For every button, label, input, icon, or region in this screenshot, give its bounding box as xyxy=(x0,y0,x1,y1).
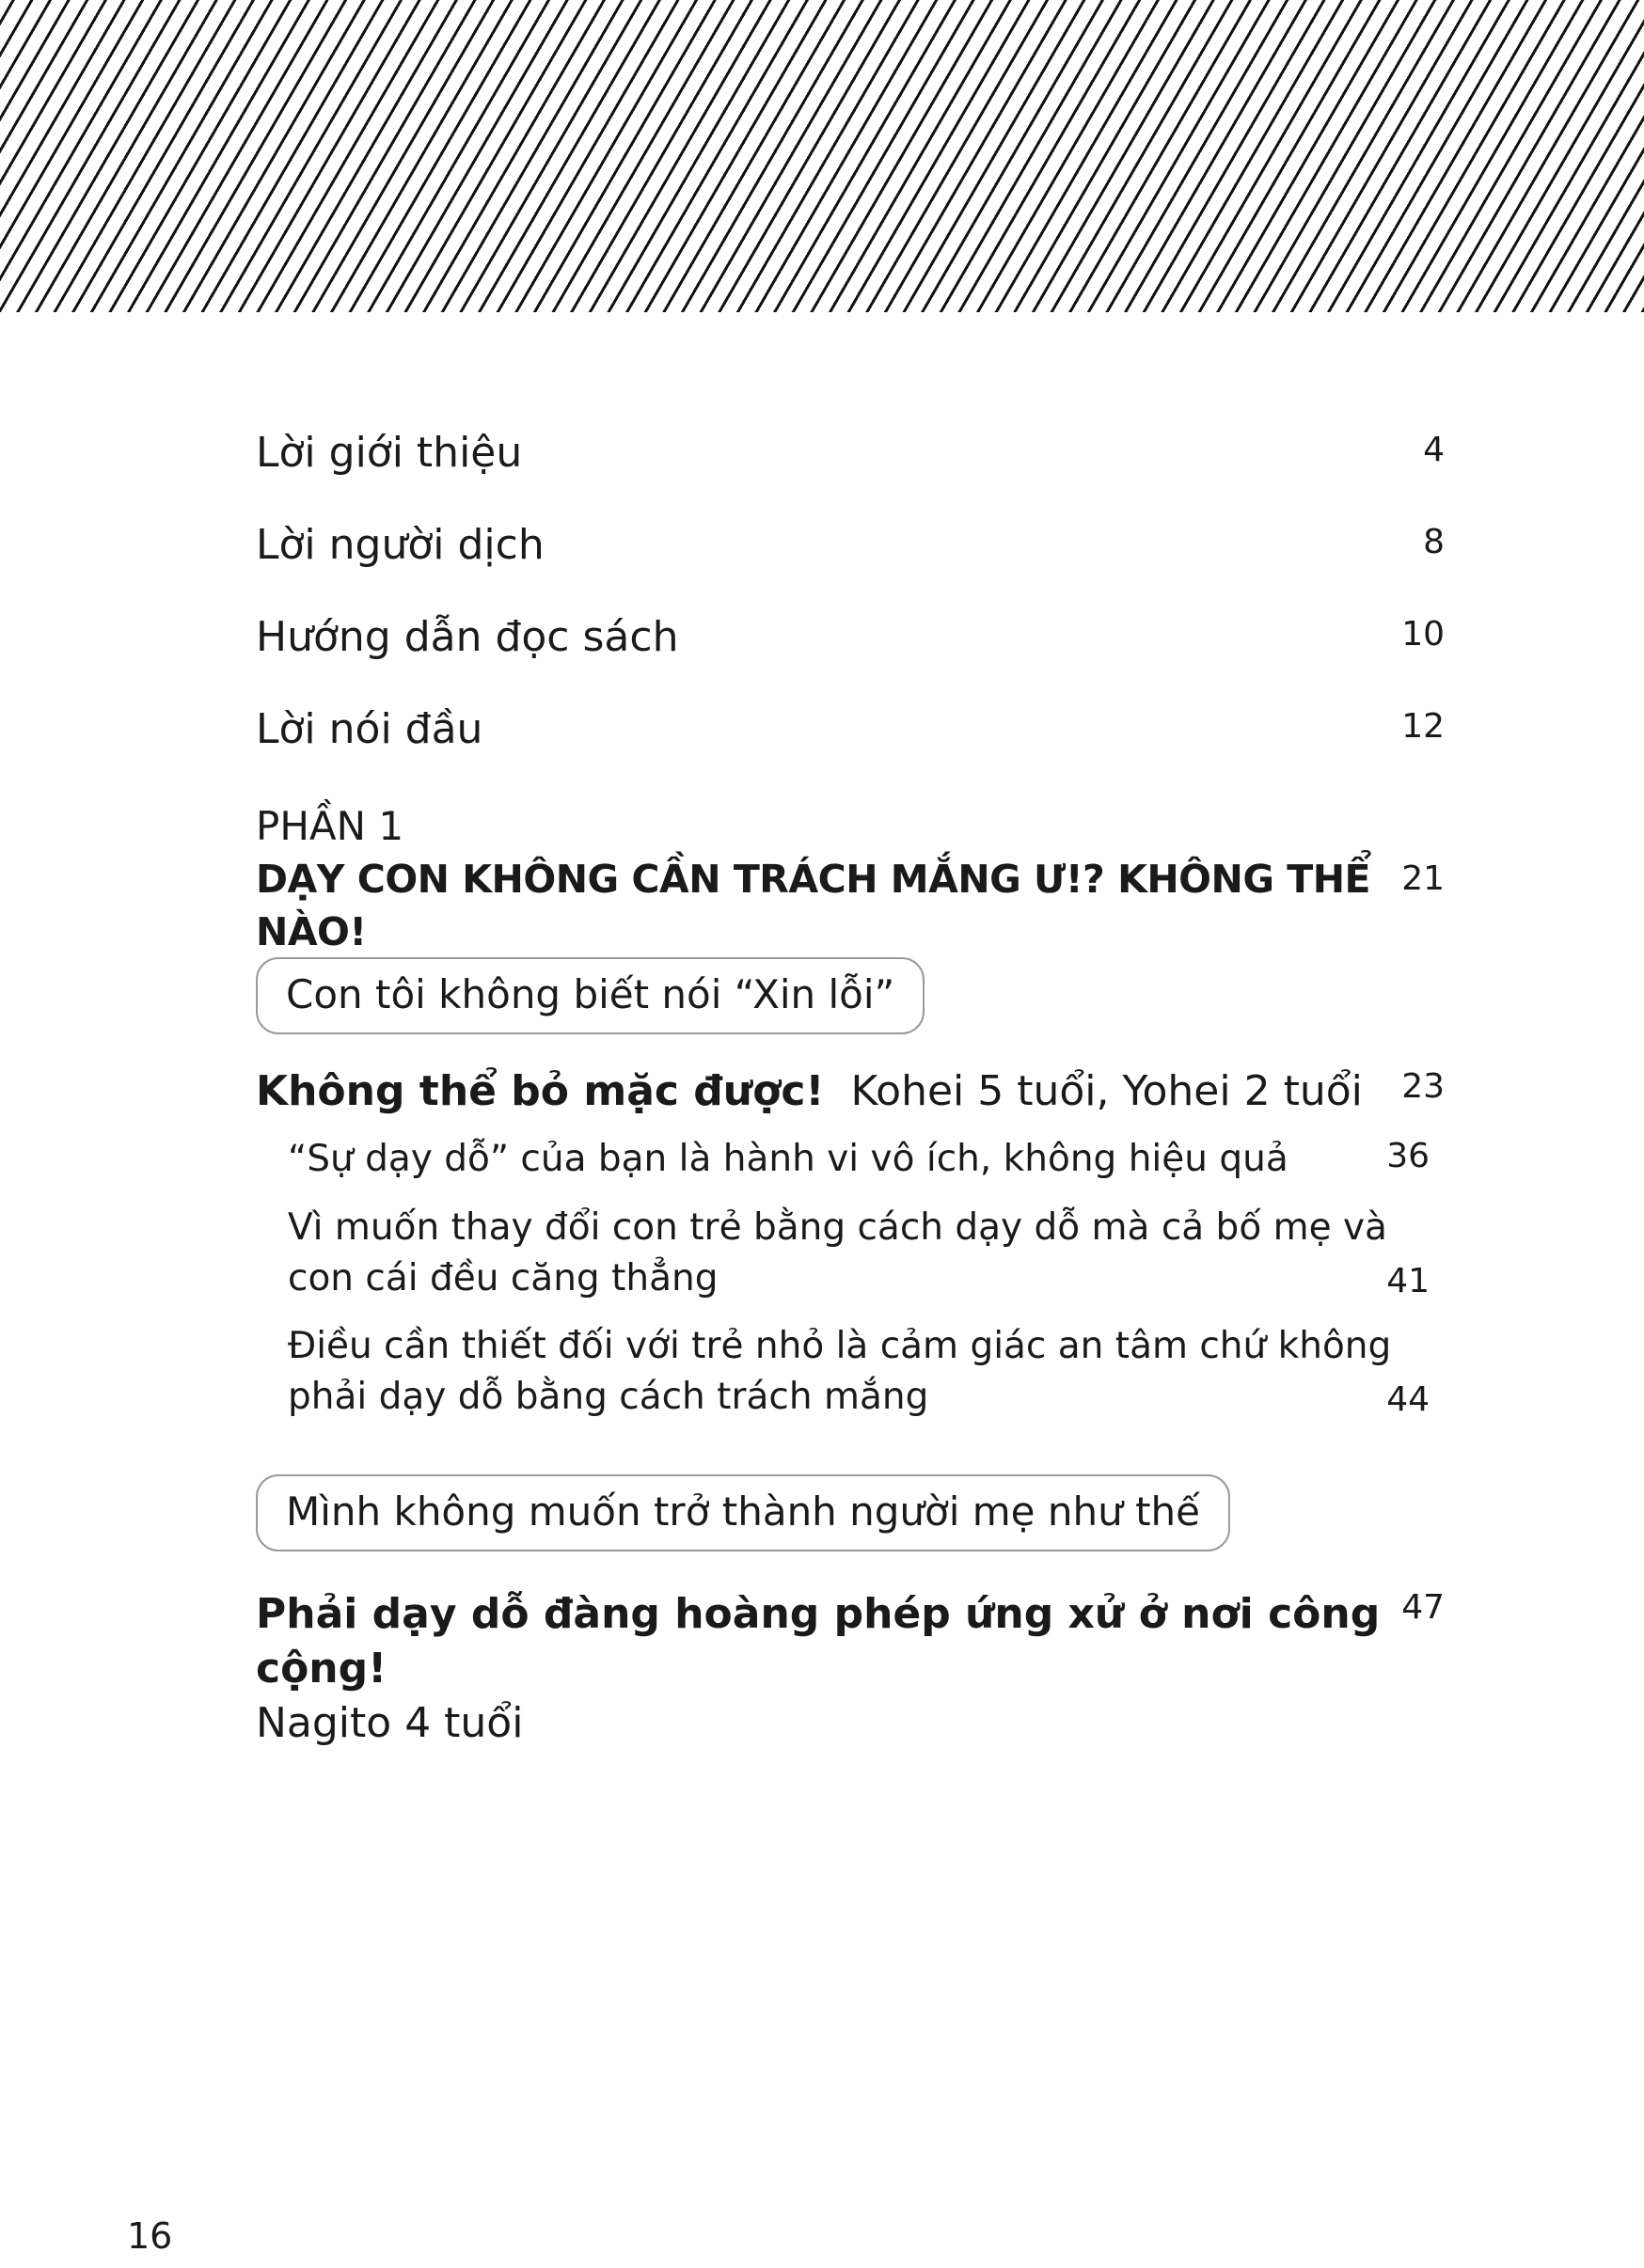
story-title: Không thể bỏ mặc được! xyxy=(256,1067,825,1115)
toc-subentry-title: Điều cần thiết đối với trẻ nhỏ là cảm giác an tâm chứ không phải dạy dỗ bằng cách trách mắng xyxy=(288,1325,1392,1418)
toc-entry-page: 44 xyxy=(1386,1380,1430,1419)
toc-subentry-2[interactable] xyxy=(288,1203,1430,1304)
toc-entry-page: 23 xyxy=(1401,1067,1445,1106)
toc-entry-preface[interactable] xyxy=(256,704,1445,755)
toc-entry-title: Lời người dịch xyxy=(256,521,545,569)
toc-subentry-1[interactable] xyxy=(288,1134,1430,1185)
toc-subentry-title: “Sự dạy dỗ” của bạn là hành vi vô ích, không hiệu quả xyxy=(288,1138,1288,1180)
toc-entry-reading-guide[interactable] xyxy=(256,612,1445,663)
toc-entry-page: 41 xyxy=(1386,1262,1430,1300)
story-children: Kohei 5 tuổi, Yohei 2 tuổi xyxy=(850,1067,1363,1115)
toc-entry-translator-note[interactable] xyxy=(256,520,1445,571)
toc-entry-title: Hướng dẫn đọc sách xyxy=(256,613,679,661)
part-title: DẠY CON KHÔNG CẦN TRÁCH MẮNG Ư!? KHÔNG THỂ NÀO! xyxy=(256,857,1371,954)
toc-entry-page: 21 xyxy=(1401,859,1445,898)
toc-entry-page: 47 xyxy=(1401,1588,1445,1627)
story-title: Phải dạy dỗ đàng hoàng phép ứng xử ở nơi công cộng! xyxy=(256,1590,1381,1693)
toc-entry-page: 36 xyxy=(1386,1137,1430,1175)
story-children: Nagito 4 tuổi xyxy=(256,1699,524,1747)
toc-entry-title: Lời nói đầu xyxy=(256,705,483,753)
toc-entry-title: Lời giới thiệu xyxy=(256,429,523,477)
header-hatch-band xyxy=(0,0,1644,312)
toc-entry-page: 10 xyxy=(1401,615,1445,654)
table-of-contents xyxy=(256,428,1445,1751)
toc-entry-story-1[interactable] xyxy=(256,1066,1445,1119)
section-heading-box: Con tôi không biết nói “Xin lỗi” xyxy=(256,957,925,1034)
toc-entry-part-1[interactable] xyxy=(256,853,1445,954)
page-number: 16 xyxy=(127,2215,173,2257)
toc-subentry-3[interactable] xyxy=(288,1321,1430,1423)
toc-entry-page: 4 xyxy=(1423,431,1445,469)
section-heading-box: Mình không muốn trở thành người mẹ như thế xyxy=(256,1474,1230,1551)
toc-subentry-title: Vì muốn thay đổi con trẻ bằng cách dạy dỗ mà cả bố mẹ và con cái đều căng thẳng xyxy=(288,1206,1387,1299)
part-label: PHẦN 1 xyxy=(256,803,404,849)
toc-entry-introduction[interactable] xyxy=(256,428,1445,479)
toc-entry-page: 12 xyxy=(1401,707,1445,746)
toc-entry-story-2[interactable] xyxy=(256,1587,1445,1751)
toc-entry-page: 8 xyxy=(1423,523,1445,561)
